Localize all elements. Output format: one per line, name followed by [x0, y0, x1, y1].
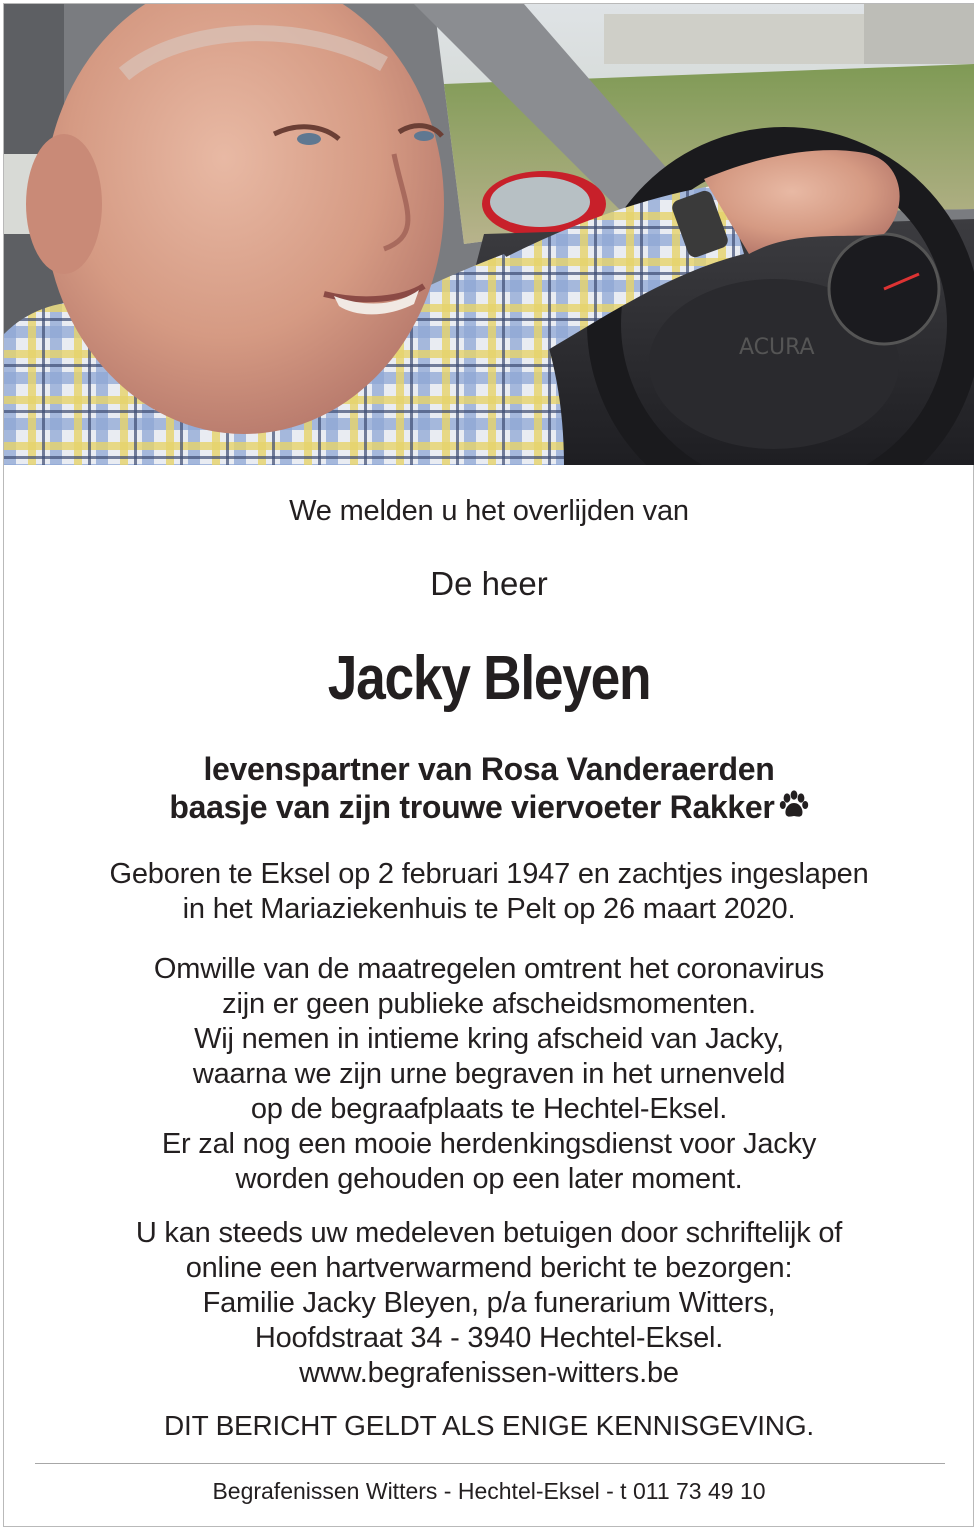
website-link[interactable]: www.begrafenissen-witters.be [299, 1357, 679, 1389]
ceremony-line: zijn er geen publieke afscheidsmomenten. [222, 988, 756, 1020]
birth-line: Geboren te Eksel op 2 februari 1947 en zachtjes ingeslapen [109, 858, 869, 890]
portrait-photo [4, 4, 974, 465]
relation-partner: levenspartner van Rosa Vanderaerden [203, 751, 775, 787]
condolences-line: U kan steeds uw medeleven betuigen door schriftelijk of [135, 1217, 843, 1249]
ceremony-line: Er zal nog een mooie herdenkingsdienst voor Jacky [161, 1128, 817, 1160]
ceremony-line: op de begraafplaats te Hechtel-Eksel. [250, 1093, 728, 1125]
intro-text: We melden u het overlijden van [289, 495, 689, 527]
svg-text:ACURA: ACURA [739, 335, 815, 360]
deceased-name: Jacky Bleyen [327, 644, 651, 713]
birth-death-info [4, 857, 974, 927]
condolences-info [4, 1216, 974, 1391]
footer-divider [35, 1463, 945, 1464]
condolences-address-family: Familie Jacky Bleyen, p/a funerarium Witters, [202, 1287, 776, 1319]
ceremony-line: Wij nemen in intieme kring afscheid van Jacky, [194, 1023, 784, 1055]
ceremony-info [4, 952, 974, 1197]
ceremony-line: worden gehouden op een later moment. [235, 1163, 743, 1195]
relation-pet: baasje van zijn trouwe viervoeter Rakker [169, 789, 775, 825]
paw-icon [779, 790, 809, 828]
relations [4, 750, 974, 828]
title-prefix: De heer [430, 565, 548, 602]
ceremony-line: Omwille van de maatregelen omtrent het coronavirus [153, 953, 825, 985]
relation-pet-line [4, 788, 974, 828]
footer-text: Begrafenissen Witters - Hechtel-Eksel - t 011 73 49 10 [212, 1478, 766, 1504]
condolences-line: online een hartverwarmend bericht te bezorgen: [185, 1252, 793, 1284]
ceremony-line: waarna we zijn urne begraven in het urnenveld [192, 1058, 786, 1090]
condolences-address-street: Hoofdstraat 34 - 3940 Hechtel-Eksel. [254, 1322, 724, 1354]
death-line: in het Mariaziekenhuis te Pelt op 26 maart 2020. [182, 893, 796, 925]
notice-text: DIT BERICHT GELDT ALS ENIGE KENNISGEVING. [164, 1410, 814, 1441]
